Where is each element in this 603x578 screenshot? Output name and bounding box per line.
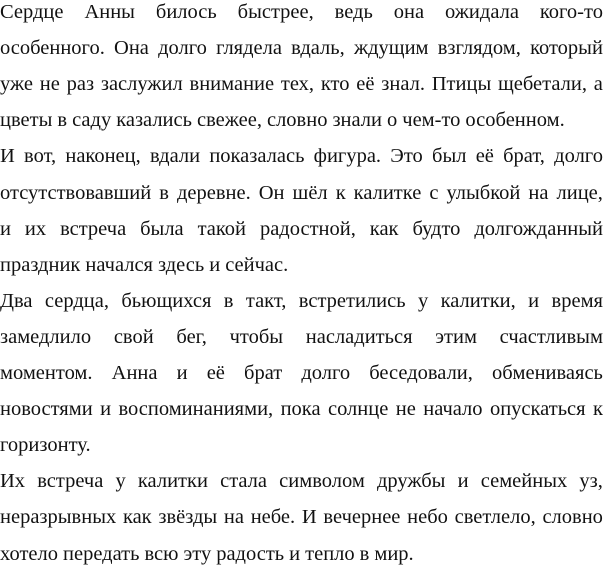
word: беседовали, <box>369 362 473 384</box>
text-line <box>0 144 603 180</box>
word: небо <box>407 506 448 529</box>
word: бьющихся <box>121 289 212 312</box>
word: фигура. <box>313 145 382 168</box>
word: глядела <box>216 37 282 60</box>
word: замедлило <box>0 325 92 348</box>
word: вдаль, <box>291 37 345 60</box>
text-line <box>0 505 603 541</box>
word: праздник <box>0 253 81 276</box>
word: неразрывных <box>0 506 117 529</box>
word: отсутствовавший <box>0 181 152 204</box>
text-line <box>0 36 603 72</box>
word: семейных <box>480 470 568 493</box>
text-line <box>0 361 603 397</box>
word: кого-то <box>539 1 603 23</box>
word: радость <box>216 542 285 565</box>
word: будто <box>412 217 461 240</box>
text-line <box>0 397 603 433</box>
word: стала <box>220 470 268 493</box>
word: время <box>551 289 603 312</box>
word: внимание <box>189 73 275 96</box>
text-line <box>0 433 603 469</box>
word: саду <box>72 109 112 132</box>
word: улыбкой <box>446 181 521 204</box>
word: такой <box>197 217 247 240</box>
word: её <box>356 73 375 96</box>
word: ведь <box>334 1 373 23</box>
word: светлело, <box>454 506 536 529</box>
word: как <box>122 506 152 529</box>
word: вдали <box>149 145 201 168</box>
word: который <box>530 37 603 60</box>
word: на <box>223 506 244 529</box>
word: передать <box>63 542 140 565</box>
word: долгожданный <box>474 217 603 240</box>
word: Она <box>114 37 149 60</box>
word: вечернее <box>323 506 401 529</box>
word: Птицы <box>431 73 492 96</box>
word: дружбы <box>376 470 446 493</box>
word: тех, <box>280 73 315 96</box>
text-line <box>0 469 603 505</box>
word: Это <box>390 145 423 168</box>
word: воспоминаниями, <box>118 398 274 421</box>
word: долго <box>301 362 351 384</box>
word: знал. <box>381 73 425 96</box>
word: сейчас. <box>225 253 289 276</box>
text-line <box>0 0 603 36</box>
word: раз <box>66 73 95 96</box>
word: не <box>395 398 416 421</box>
word: уз, <box>579 470 603 493</box>
word: калитке <box>353 181 422 204</box>
word: в <box>223 289 234 312</box>
word: всю <box>144 542 179 565</box>
word: солнце <box>327 398 389 421</box>
word: щебетали, <box>498 73 587 96</box>
word: этим <box>435 325 477 348</box>
word: словно <box>266 109 328 132</box>
word: брат, <box>503 145 545 168</box>
word: взглядом, <box>437 37 521 60</box>
text-line <box>0 325 603 361</box>
text-line <box>0 253 603 289</box>
word: и <box>457 470 469 493</box>
word: хотело <box>0 542 58 565</box>
word: наконец, <box>65 145 141 168</box>
word: начало <box>423 398 483 421</box>
word: здесь <box>158 253 205 276</box>
word: калитки, <box>440 289 516 312</box>
word: в <box>57 109 68 132</box>
word: встретились <box>298 289 406 312</box>
word: в <box>159 181 169 204</box>
word: и <box>100 398 112 421</box>
word: а <box>593 73 603 96</box>
word: радостной, <box>259 217 356 240</box>
word: мир. <box>374 542 414 565</box>
text-line <box>0 72 603 108</box>
word: она <box>393 1 425 23</box>
word: брат <box>244 362 283 384</box>
word: и <box>0 217 11 240</box>
word: насладиться <box>305 325 413 348</box>
word: звёзды <box>158 506 218 529</box>
word: лице, <box>556 181 603 204</box>
word: чем-то <box>402 109 461 132</box>
word: горизонту. <box>0 434 91 457</box>
word: бег, <box>176 325 207 348</box>
text-line <box>0 181 603 217</box>
word: к <box>335 181 346 204</box>
word: ожидала <box>445 1 519 23</box>
word: ждущим <box>353 37 429 60</box>
word: калитки <box>137 470 208 493</box>
word: обмениваясь <box>492 362 603 384</box>
word: встреча <box>37 470 104 493</box>
word: казались <box>116 109 192 132</box>
word: в <box>359 542 370 565</box>
word: встреча <box>60 217 127 240</box>
text-line <box>0 217 603 253</box>
word: эту <box>183 542 212 565</box>
word: сердца, <box>44 289 109 312</box>
word: знали <box>332 109 383 132</box>
word: Анна <box>111 362 158 384</box>
word: символом <box>279 470 365 493</box>
word: словно <box>542 506 603 529</box>
word: начался <box>85 253 153 276</box>
word: такт, <box>245 289 287 312</box>
word: о <box>387 109 398 132</box>
word: Их <box>0 470 26 493</box>
word: новостями <box>0 398 93 421</box>
word: и <box>528 289 540 312</box>
word: особенном. <box>465 109 565 132</box>
word: был <box>432 145 467 168</box>
word: у <box>115 470 126 493</box>
word: заслужил <box>100 73 183 96</box>
word: у <box>417 289 429 312</box>
word: её <box>475 145 494 168</box>
word: показалась <box>209 145 305 168</box>
word: её <box>206 362 225 384</box>
word: и <box>176 362 188 384</box>
text-line <box>0 108 603 144</box>
word: И <box>0 145 15 168</box>
word: кто <box>320 73 350 96</box>
word: пока <box>280 398 321 421</box>
word: И <box>301 506 317 529</box>
word: как <box>369 217 399 240</box>
text-line <box>0 542 603 578</box>
word: шёл <box>292 181 328 204</box>
word: была <box>140 217 184 240</box>
word: тепло <box>305 542 355 565</box>
word: к <box>592 398 603 421</box>
word: особенного. <box>0 37 105 60</box>
word: билось <box>155 1 217 23</box>
word: Он <box>258 181 285 204</box>
word: Сердце <box>0 1 64 23</box>
word: деревне. <box>176 181 251 204</box>
word: чтобы <box>229 325 284 348</box>
word: Два <box>0 289 33 312</box>
word: уже <box>0 73 33 96</box>
word: быстрее, <box>237 1 314 23</box>
word: на <box>528 181 549 204</box>
word: свой <box>113 325 154 348</box>
word: моментом. <box>0 362 93 384</box>
word: счастливым <box>499 325 603 348</box>
word: Анны <box>84 1 135 23</box>
word: и <box>209 253 221 276</box>
text-line <box>0 289 603 325</box>
word: с <box>429 181 439 204</box>
word: цветы <box>0 109 53 132</box>
word: небе. <box>250 506 296 529</box>
word: опускаться <box>489 398 586 421</box>
word: и <box>289 542 301 565</box>
word: не <box>39 73 60 96</box>
word: долго <box>158 37 207 60</box>
word: их <box>24 217 47 240</box>
word: свежее, <box>196 109 262 132</box>
word: долго <box>554 145 603 168</box>
word: вот, <box>24 145 57 168</box>
